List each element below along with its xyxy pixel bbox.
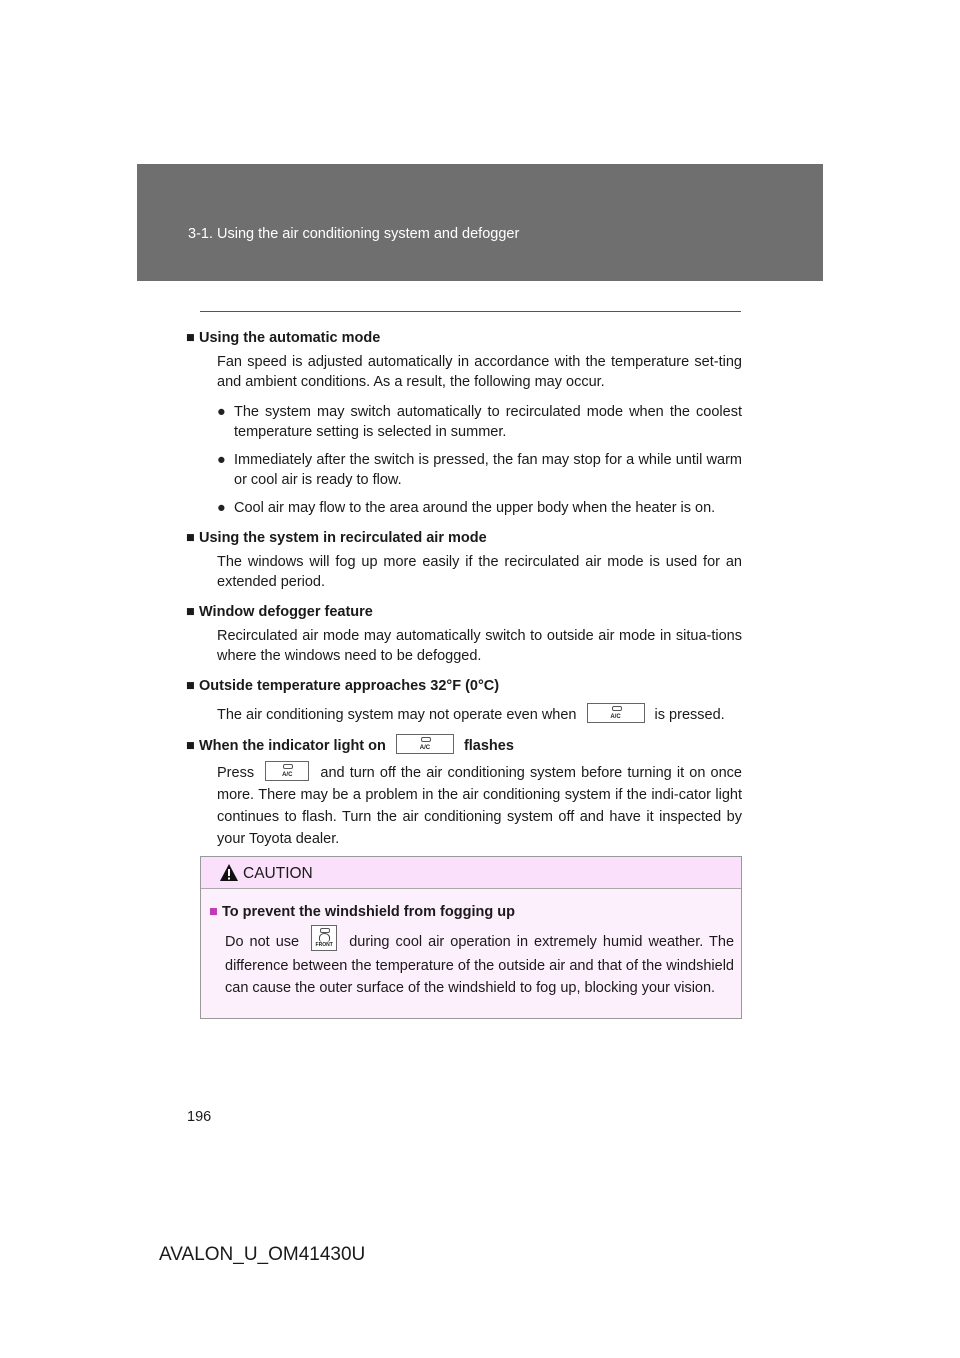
main-content — [186, 328, 742, 850]
page-number: 196 — [187, 1109, 212, 1125]
caution-title: CAUTION — [243, 865, 313, 882]
square-icon: ■ — [209, 904, 218, 920]
square-icon: ■ — [186, 738, 195, 754]
dot-icon: ● — [217, 452, 226, 468]
square-icon: ■ — [186, 330, 195, 346]
section-heading: ■ Using the system in recirculated air mode — [186, 530, 487, 546]
caution-paragraph: Do not use FRONT during cool air operation in extremely humid weather. The difference between the temperature of the outside air and that of the windshield can cause the outer surface of the windshield to fog up, blocking your vision. — [225, 929, 734, 999]
dot-icon: ● — [217, 404, 226, 420]
paragraph: The windows will fog up more easily if the recirculated air mode is used for an extended period. — [217, 554, 742, 590]
section-heading: ■ Outside temperature approaches 32°F (0°C) — [186, 678, 500, 694]
caution-header — [201, 857, 741, 889]
list-item: ● Immediately after the switch is pressed, the fan may stop for a while until warm or cool air is ready to flow. — [217, 452, 742, 488]
section-heading: ■ Using the automatic mode — [186, 330, 381, 346]
square-icon: ■ — [186, 530, 195, 546]
list-item: ● Cool air may flow to the area around the upper body when the heater is on. — [217, 500, 716, 516]
header-band — [137, 164, 823, 281]
paragraph: Press A/C and turn off the air conditioning system before turning it on once more. There may be a problem in the air conditioning system if the indi-cator light continues to flash. Turn the air conditioning system off and have it inspected by your Toyota dealer. — [217, 762, 742, 850]
ac-button-icon: A/C — [587, 703, 645, 723]
square-icon: ■ — [186, 604, 195, 620]
section-heading: ■ Window defogger feature — [186, 604, 373, 620]
divider — [200, 311, 741, 312]
paragraph: Fan speed is adjusted automatically in accordance with the temperature set-ting and ambient conditions. As a result, the following may occur. — [217, 354, 742, 390]
ac-button-icon: A/C — [265, 761, 309, 781]
warning-triangle-icon — [219, 863, 239, 882]
list-item: ● The system may switch automatically to recirculated mode when the coolest temperature setting is selected in summer. — [217, 404, 742, 440]
caution-heading: ■ To prevent the windshield from fogging up — [209, 901, 734, 923]
dot-icon: ● — [217, 500, 226, 516]
paragraph: The air conditioning system may not operate even when A/C is pressed. — [217, 704, 742, 726]
ac-button-icon: A/C — [396, 734, 454, 754]
paragraph: Recirculated air mode may automatically switch to outside air mode in situa-tions where the windows need to be defogged. — [217, 628, 742, 664]
defroster-button-icon: FRONT — [311, 925, 337, 951]
section-heading: ■ When the indicator light on A/C flashes — [186, 736, 742, 756]
square-icon: ■ — [186, 678, 195, 694]
caution-body — [201, 889, 741, 1018]
footer-code: AVALON_U_OM41430U — [159, 1244, 366, 1265]
caution-box — [200, 856, 742, 1019]
section-title: 3-1. Using the air conditioning system and defogger — [188, 226, 520, 242]
